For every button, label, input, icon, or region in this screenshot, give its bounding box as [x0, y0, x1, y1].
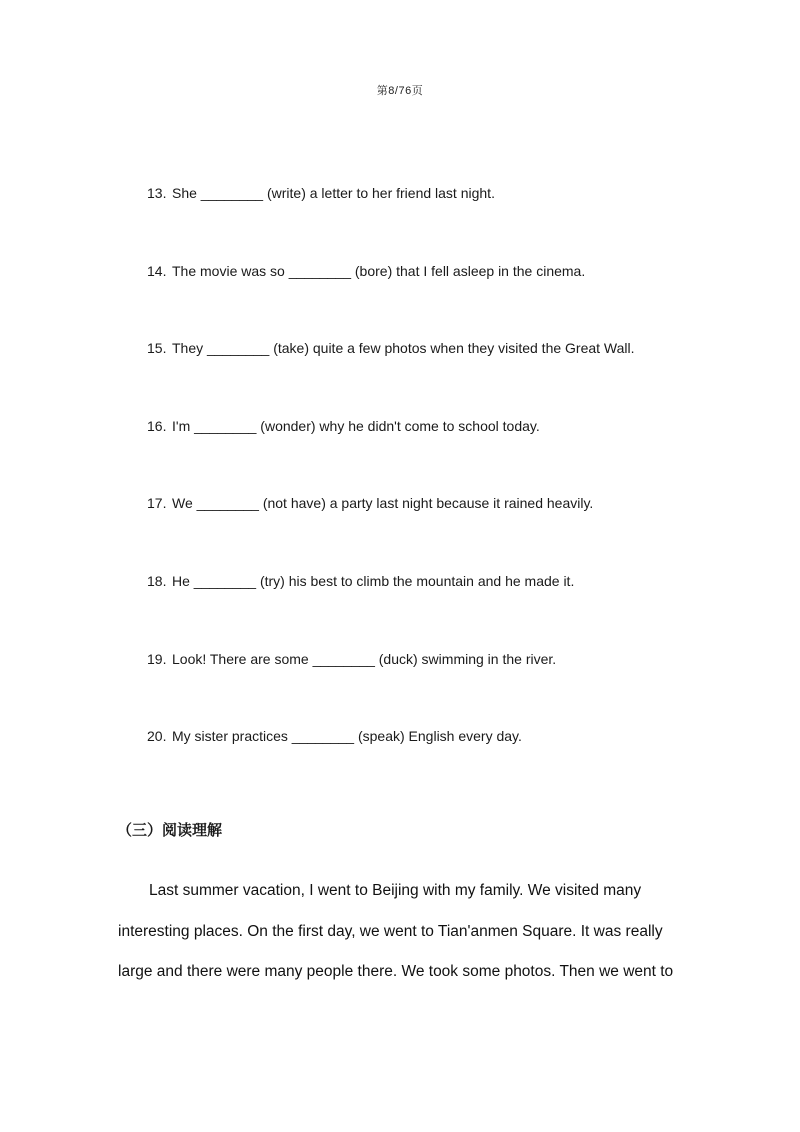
- question-text: She ________ (write) a letter to her friend last night.: [172, 185, 495, 201]
- question-text: The movie was so ________ (bore) that I fell asleep in the cinema.: [172, 262, 586, 279]
- question-text: We ________ (not have) a party last night because it rained heavily.: [172, 495, 594, 512]
- question-item: [147, 648, 747, 726]
- question-number: 16.: [147, 417, 167, 434]
- question-number: 17.: [147, 495, 167, 512]
- reading-passage: Last summer vacation, I went to Beijing with my family. We visited many interesting places. On the first day, we went to Tian'anmen Square. It was really large and there were many people there. We took some photos. Then we went to: [118, 882, 674, 980]
- question-item: [147, 415, 747, 493]
- question-text: I'm ________ (wonder) why he didn't come to school today.: [172, 417, 540, 434]
- question-list: [147, 182, 747, 803]
- question-number: 15.: [147, 340, 167, 357]
- question-text: My sister practices ________ (speak) English every day.: [172, 728, 522, 745]
- question-number: 18.: [147, 572, 167, 589]
- page-indicator: 第8/76页: [376, 85, 424, 97]
- section-title: （三）阅读理解: [117, 821, 223, 839]
- question-number: 19.: [147, 650, 167, 667]
- question-item: [147, 260, 747, 338]
- question-text: They ________ (take) quite a few photos when they visited the Great Wall.: [172, 340, 635, 357]
- question-number: 20.: [147, 728, 167, 745]
- question-item: [147, 337, 747, 415]
- question-item: [147, 570, 747, 648]
- question-item: [147, 182, 747, 260]
- question-text: Look! There are some ________ (duck) swimming in the river.: [172, 650, 557, 667]
- question-item: [147, 725, 747, 803]
- question-number: 13.: [147, 185, 167, 201]
- question-number: 14.: [147, 262, 167, 279]
- question-text: He ________ (try) his best to climb the mountain and he made it.: [172, 572, 575, 589]
- question-item: [147, 492, 747, 570]
